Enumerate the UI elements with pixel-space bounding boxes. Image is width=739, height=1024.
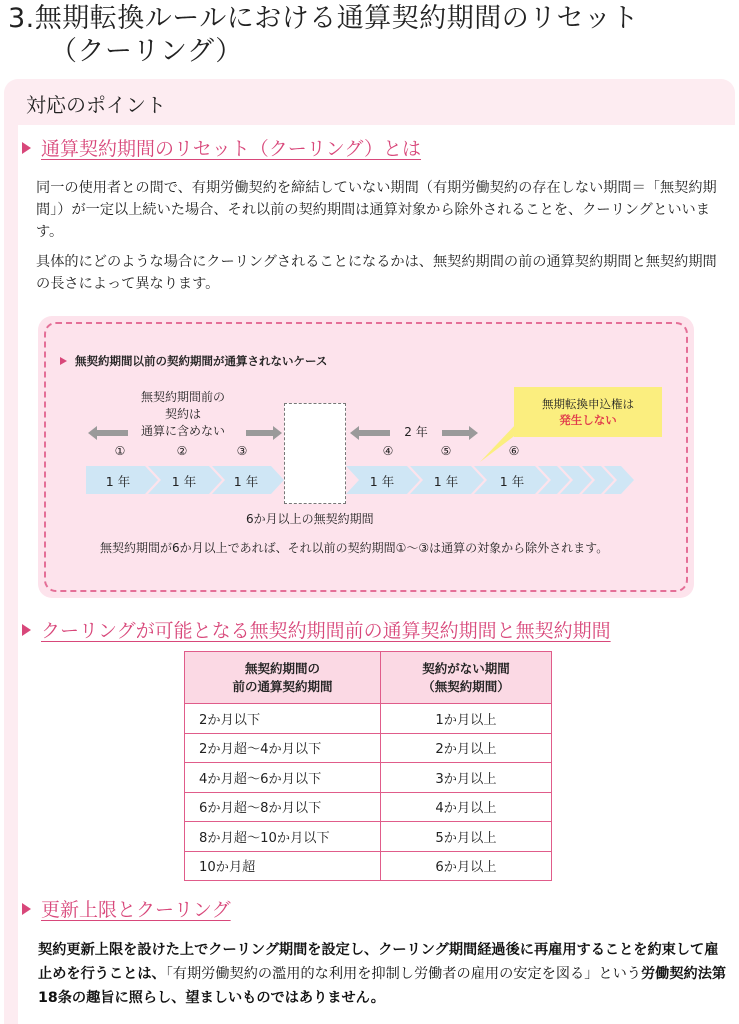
diagram-right-note: 2 年 [404,425,428,439]
page-title-line2: （クーリング） [50,36,243,67]
table-cell: 6か月超～8か月以下 [185,792,381,822]
section-heading-cooling [22,134,421,161]
table-row [185,792,552,822]
period-number: ⑤ [440,444,452,458]
callout-box [514,387,662,437]
panel-heading: 対応のポイント [26,93,166,117]
diagram-title [60,353,327,369]
header-text: 前の通算契約期間 [232,678,333,694]
cooling-detail-paragraph: 具体的にどのような場合にクーリングされることになるかは、無契約期間の前の通算契約期間と無契約期間の長さによって異なります。 [36,254,717,292]
table-cell: 10か月超 [185,851,381,881]
table-header-cell [381,652,552,704]
period-number: ③ [236,444,248,458]
table-cell: 3か月以上 [381,763,552,793]
diagram-left-note: 無契約期間前の 契約は 通算に含めない [140,390,225,438]
no-contract-period-box [284,403,346,504]
period-number: ① [114,444,126,458]
segment-label: 1 年 [369,474,395,489]
table-cell: 4か月以上 [381,792,552,822]
left-arrow-icon [350,426,390,440]
renewal-normal-text: 「有期労働契約の濫用的な利用を抑制し労働者の雇用の安定を図る」という [165,966,641,982]
table-cell: 2か月以上 [381,733,552,763]
period-number: ② [176,444,188,458]
diagram-footnote: 無契約期間が6か月以上であれば、それ以前の契約期間①～③は通算の対象から除外されます。 [100,541,609,555]
table-row [185,851,552,881]
header-text: （無契約期間） [422,678,510,694]
callout-line2: 発生しない [559,413,617,427]
table-row [185,704,552,734]
table-cell: 4か月超～6か月以下 [185,763,381,793]
cooling-period-table [184,651,552,881]
table-row [185,733,552,763]
table-header-cell [185,652,381,704]
table-cell: 2か月以下 [185,704,381,734]
header-text: 契約がない期間 [422,660,510,676]
left-arrow-icon [88,426,128,440]
table-cell: 5か月以上 [381,822,552,852]
header-text: 無契約期間の [244,660,320,676]
triangle-bullet-icon [60,357,67,365]
table-header-row [185,652,552,704]
segment-label: 1 年 [433,474,459,489]
table-cell: 6か月以上 [381,851,552,881]
callout-line1: 無期転換申込権は [542,397,634,411]
segment-label: 1 年 [233,474,259,489]
section-heading-text: 通算契約期間のリセット（クーリング）とは [41,138,422,160]
gap-caption: 6か月以上の無契約期間 [246,512,374,526]
section-heading-text: 更新上限とクーリング [41,899,231,921]
right-arrow-icon [442,426,478,440]
table-cell: 8か月超～10か月以下 [185,822,381,852]
triangle-bullet-icon [22,903,31,915]
table-cell: 2か月超～4か月以下 [185,733,381,763]
period-number: ④ [382,444,394,458]
triangle-bullet-icon [22,142,31,154]
right-arrow-icon [246,426,282,440]
segment-label: 1 年 [171,474,197,489]
period-number: ⑥ [508,444,520,458]
section-heading-table [22,616,611,643]
renewal-paragraph [38,938,728,1010]
section-heading-text: クーリングが可能となる無契約期間前の通算契約期間と無契約期間 [41,620,611,642]
renewal-bold-text: 労働契約法第18条の趣旨に照らし、望ましいものではありません。 [38,966,727,1006]
table-row [185,822,552,852]
table-row [185,763,552,793]
diagram-title-text: 無契約期間以前の契約期間が通算されないケース [75,354,328,368]
segment-label: 1 年 [499,474,525,489]
triangle-bullet-icon [22,624,31,636]
page-title [8,2,733,68]
renewal-bold-text: 契約更新上限を設けた上でクーリング期間を設定し、クーリング期間経過後に再雇用することを約束して雇止めを行うことは、 [38,942,719,982]
table-cell: 1か月以上 [381,704,552,734]
page-title-line1: 3.無期転換ルールにおける通算契約期間のリセット [8,3,639,34]
cooling-definition-paragraph: 同一の使用者との間で、有期労働契約を締結していない期間（有期労働契約の存在しない期間＝「無契約期間」）が一定以上続いた場合、それ以前の契約期間は通算対象から除外されることを、クーリングといいます。 [36,180,717,240]
section-heading-renewal [22,895,231,922]
segment-label: 1 年 [105,474,131,489]
